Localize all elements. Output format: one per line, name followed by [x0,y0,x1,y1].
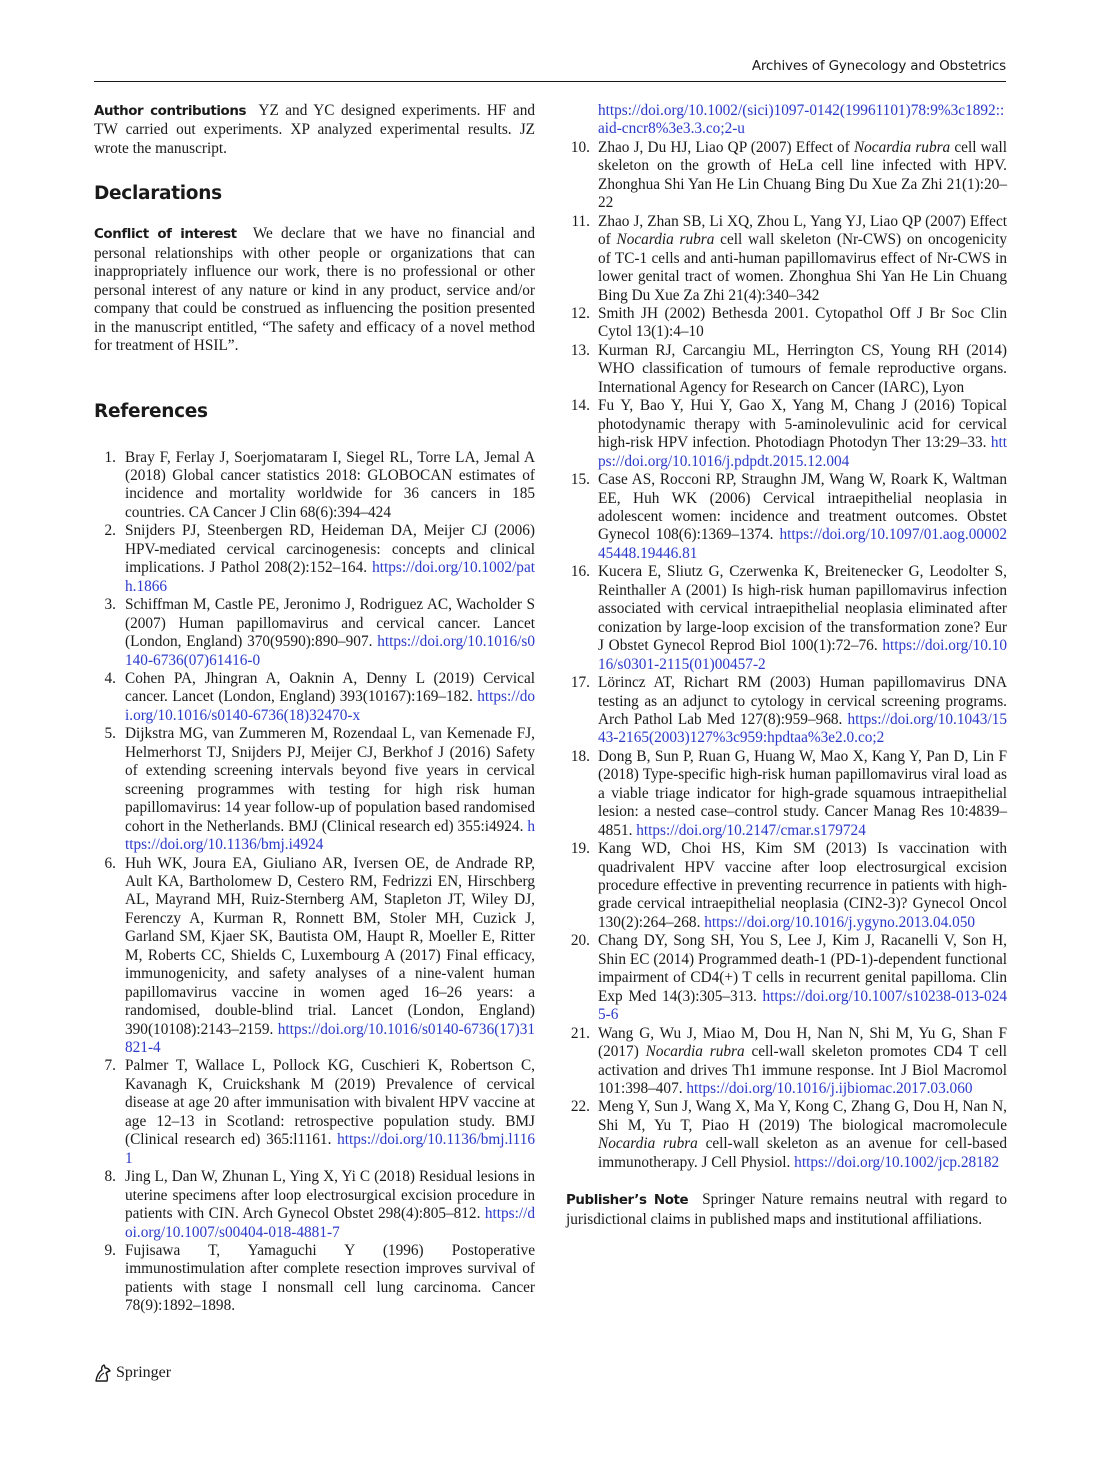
reference-link[interactable]: https://doi.org/10.2147/cmar.s179724 [636,821,866,839]
footer [94,1363,171,1383]
reference-text-continued: cell wall skeleton on the growth of HeLa cell line infected with HPV. Zhonghua Shi Yan He Lin Chuang Bing Du Xue Za Zhi 21(1):20–22 [598,138,1007,212]
reference-link[interactable]: https://doi.org/10.1016/s0301-2115(01)00457-2 [598,637,1007,673]
reference-link[interactable]: https://doi.org/10.1136/bmj.i4924 [125,817,535,854]
reference-link[interactable]: https://doi.org/10.1007/s00404-018-4881-7 [125,1205,535,1241]
reference-link[interactable]: https://doi.org/10.1007/s10238-013-0245-6 [598,987,1008,1024]
reference-link[interactable]: https://doi.org/10.1097/01.aog.0000245448.19446.81 [598,526,1007,562]
reference-item [94,855,535,1058]
reference-item [566,1098,1007,1172]
reference-link[interactable]: https://doi.org/10.1016/s0140-6736(18)32470-x [125,688,535,724]
reference-text: Schiffman M, Castle PE, Jeronimo J, Rodriguez AC, Wacholder S (2007) Human papillomavirus and cervical cancer. Lancet (London, England) 370(9590):890–907. [125,596,535,651]
reference-item [94,725,535,854]
reference-link[interactable]: https://doi.org/10.1043/1543-2165(2003)127%3c959:hpdtaa%3e2.0.co;2 [598,710,1007,747]
reference-text-continued: cell wall skeleton (Nr-CWS) on oncogenicity of TC-1 cells and anti-human papillomavirus effect of Nr-CWS in lower genital tract of women. Zhonghua Shi Yan He Lin Chuang Bing Du Xue Za Zhi 21(4):340–342 [598,231,1007,304]
reference-link[interactable]: https://doi.org/10.1016/j.ijbiomac.2017.03.060 [686,1080,973,1098]
reference-number: 16. [570,563,590,581]
reference-number: 17. [570,674,590,692]
reference-item [566,674,1007,748]
reference-text: Palmer T, Wallace L, Pollock KG, Cuschieri K, Robertson C, Kavanagh K, Cruickshank M (2019) Prevalence of cervical disease at age 20 after immunisation with bivalent HPV vaccine at age 12–13 in Scotland: retrospective population study. BMJ (Clinical research ed) 365:l1161. [125,1057,535,1149]
species-name: Nocardia rubra [853,138,951,156]
conflict-of-interest [94,225,535,355]
reference-number: 6. [104,854,116,872]
publishers-note [566,1191,1007,1229]
reference-number: 11. [571,212,590,230]
reference-list-left [94,449,535,1316]
reference-item [94,1057,535,1168]
reference-item [94,449,535,523]
reference-number: 7. [104,1057,116,1075]
reference-link[interactable]: https://doi.org/10.1002/path.1866 [125,559,535,595]
reference-item [566,397,1007,471]
reference-link[interactable]: https://doi.org/10.1002/jcp.28182 [794,1153,1000,1171]
springer-horse-icon [94,1363,112,1383]
reference-item [566,563,1007,674]
author-contributions [94,102,535,158]
species-name: Nocardia rubra [616,231,715,249]
left-column [94,102,535,1316]
reference-number: 2. [104,522,116,540]
reference-number: 13. [570,341,590,359]
reference-number: 20. [570,932,590,950]
author-contributions-label: Author contributions [94,104,247,119]
reference-text: Case AS, Rocconi RP, Straughn JM, Wang W, Roark K, Waltman EE, Huh WK (2006) Cervical intraepithelial neoplasia in adolescent women: incidence and treatment outcomes. Obstet Gynecol 108(6):1369–1374. [598,471,1007,544]
declarations-heading: Declarations [94,183,222,205]
reference-item [566,1025,1007,1099]
references-heading: References [94,400,208,422]
reference-number: 22. [570,1098,590,1116]
reference-text: Fu Y, Bao Y, Hui Y, Gao X, Yang M, Chang J (2016) Topical photodynamic therapy with 5-aminolevulinic acid for cervical high-risk HPV infection. Photodiagn Photodyn Ther 13:29–33. [598,397,1007,452]
reference-item [566,471,1007,563]
reference-text: Fujisawa T, Yamaguchi Y (1996) Postoperative immunostimulation after complete resection improves survival of patients with stage I nonsmall cell lung carcinoma. Cancer 78(9):1892–1898. [125,1242,535,1315]
reference-text: Zhao J, Zhan SB, Li XQ, Zhou L, Yang YJ, Liao QP (2007) Effect of [598,212,1007,249]
reference-number: 15. [570,471,590,489]
reference-text: Meng Y, Sun J, Wang X, Ma Y, Kong C, Zhang G, Dou H, Nan N, Shi M, Yu T, Piao H (2019) The biological macromolecule [598,1098,1007,1134]
reference-number: 19. [570,840,590,858]
author-contributions-text: YZ and YC designed experiments. HF and TW carried out experiments. XP analyzed experimental results. JZ wrote the manuscript. [94,102,535,157]
reference-item [566,342,1007,397]
reference-number: 9. [104,1242,116,1260]
reference-link[interactable]: https://doi.org/10.1016/s0140-6736(07)61416-0 [125,633,535,669]
reference-number: 1. [104,448,116,466]
reference-link[interactable]: https://doi.org/10.1136/bmj.l1161 [125,1131,535,1167]
reference-number: 12. [570,304,590,322]
reference-link[interactable]: https://doi.org/10.1016/j.ygyno.2013.04.050 [704,913,976,931]
reference-item [566,139,1007,213]
reference-text: Cohen PA, Jhingran A, Oaknin A, Denny L (2019) Cervical cancer. Lancet (London, England) 393(10167):169–182. [125,669,535,706]
reference-text-continued: cell-wall skeleton promotes CD4 T cell activation and drives Th1 immune response. Int J Biol Macromol 101:398–407. [598,1043,1007,1098]
reference-item [566,932,1007,1024]
reference-item [94,522,535,596]
reference-item [566,748,1007,840]
reference-text: Bray F, Ferlay J, Soerjomataram I, Siegel RL, Torre LA, Jemal A (2018) Global cancer statistics 2018: GLOBOCAN estimates of incidence and mortality worldwide for 36 cancers in 185 countries. CA Cancer J Clin 68(6):394–424 [125,448,535,521]
reference-number: 10. [570,138,590,156]
reference-item [566,840,1007,932]
reference-text: Smith JH (2002) Bethesda 2001. Cytopathol Off J Br Soc Clin Cytol 13(1):4–10 [598,304,1007,341]
reference-item [94,1242,535,1316]
reference-text: Dijkstra MG, van Zummeren M, Rozendaal L, van Kemenade FJ, Helmerhorst TJ, Snijders PJ, Meijer CJ, Berkhof J (2016) Safety of extending screening intervals beyond five years in cervical screening programmes with testing for high risk human papillomavirus: 14 year follow-up of population based randomised cohort in the Netherlands. BMJ (Clinical research ed) 355:i4924. [125,725,535,835]
reference-link[interactable]: https://doi.org/10.1002/(sici)1097-0142(19961101)78:9%3c1892::aid-cncr8%3e3.3.co;2-u [598,102,1005,138]
reference-link[interactable]: https://doi.org/10.1016/s0140-6736(17)31821-4 [125,1020,535,1057]
publisher-name: Springer [116,1364,172,1381]
reference-link[interactable]: https://doi.org/10.1016/j.pdpdt.2015.12.004 [598,434,1008,470]
reference-text: Kurman RJ, Carcangiu ML, Herrington CS, Young RH (2014) WHO classification of tumours of female reproductive organs. International Agency for Research on Cancer (IARC), Lyon [598,341,1007,396]
reference-number: 3. [104,596,116,614]
reference-text: Lörincz AT, Richart RM (2003) Human papillomavirus DNA testing as an adjunct to cytology in cervical screening programs. Arch Pathol Lab Med 127(8):959–968. [598,674,1007,728]
reference-text: Jing L, Dan W, Zhunan L, Ying X, Yi C (2018) Residual lesions in uterine specimens after loop electrosurgical excision procedure in patients with CIN. Arch Gynecol Obstet 298(4):805–812. [125,1168,535,1223]
reference-list-right [566,139,1007,1172]
reference-number: 18. [570,747,590,765]
journal-title: Archives of Gynecology and Obstetrics [751,58,1006,74]
reference-item [566,305,1007,342]
reference-text: Chang DY, Song SH, You S, Lee J, Kim J, Racanelli V, Son H, Shin EC (2014) Programmed death-1 (PD-1)-dependent functional impairment of CD4(+) T cells in recurrent genital papilloma. Clin Exp Med 14(3):305–313. [598,932,1007,1005]
reference-item [94,670,535,725]
reference-number: 8. [104,1168,116,1186]
reference-9-link-continued [566,102,1007,139]
reference-text: Huh WK, Joura EA, Giuliano AR, Iversen OE, de Andrade RP, Ault KA, Bartholomew D, Cestero RM, Fedrizzi EN, Hirschberg AL, Mayrand MH, Ruiz-Sternberg AM, Stapleton JT, Wiley DJ, Ferenczy A, Kurman R, Ronnett BM, Stoler MH, Cuzick J, Garland SM, Kjaer SK, Bautista OM, Haupt R, Moeller E, Ritter M, Roberts CC, Shields C, Luxembourg A (2017) Final efficacy, immunogenicity, and safety analyses of a nine-valent human papillomavirus vaccine in women aged 16–26 years: a randomised, double-blind trial. Lancet (London, England) 390(10108):2143–2159. [125,854,535,1038]
right-column [566,102,1007,1229]
header-rule [94,81,1006,82]
reference-text: Kucera E, Sliutz G, Czerwenka K, Breitenecker G, Leodolter S, Reinthaller A (2001) Is high-risk human papillomavirus infection associated with cervical intraepithelial neoplasia eliminated after conization by large-loop excision of the transformation zone? Eur J Obstet Gynecol Reprod Biol 100(1):72–76. [598,563,1007,655]
reference-text-continued: cell-wall skeleton as an avenue for cell-based immunotherapy. J Cell Physiol. [598,1135,1007,1171]
conflict-label: Conflict of interest [94,227,237,243]
species-name: Nocardia rubra [598,1135,698,1153]
reference-number: 14. [570,397,590,415]
reference-text: Kang WD, Choi HS, Kim SM (2013) Is vaccination with quadrivalent HPV vaccine after loop electrosurgical excision procedure effective in preventing recurrence in patients with high-grade cervical intraepithelial neoplasia (CIN2-3)? Gynecol Oncol 130(2):264–268. [598,840,1007,931]
species-name: Nocardia rubra [645,1043,745,1061]
reference-text: Wang G, Wu J, Miao M, Dou H, Nan N, Shi M, Yu G, Shan F (2017) [598,1024,1007,1061]
reference-item [94,1168,535,1242]
reference-text: Dong B, Sun P, Ruan G, Huang W, Mao X, Kang Y, Pan D, Lin F (2018) Type-specific high-risk human papillomavirus viral load as a viable triage indicator for high-grade squamous intraepithelial lesion: a nested case–control study. Cancer Manag Res 10:4839–4851. [598,747,1007,839]
reference-number: 5. [104,725,116,743]
reference-number: 21. [570,1024,590,1042]
reference-item [94,596,535,670]
publishers-note-label: Publisher’s Note [566,1193,689,1209]
reference-text: Snijders PJ, Steenbergen RD, Heideman DA, Meijer CJ (2006) HPV-mediated cervical carcinogenesis: concepts and clinical implications. J Pathol 208(2):152–164. [125,522,535,577]
reference-text: Zhao J, Du HJ, Liao QP (2007) Effect of [598,138,854,156]
conflict-text: We declare that we have no financial and personal relationships with other people or organizations that can inappropriately influence our work, there is no professional or other personal interest of any nature or kind in any product, service and/or company that could be construed as influencing the position presented in the manuscript entitled, “The safety and efficacy of a novel method for treatment of HSIL”. [94,225,536,355]
publishers-note-text: Springer Nature remains neutral with regard to jurisdictional claims in published maps and institutional affiliations. [566,1191,1008,1228]
reference-item [566,213,1007,305]
reference-number: 4. [104,669,116,687]
